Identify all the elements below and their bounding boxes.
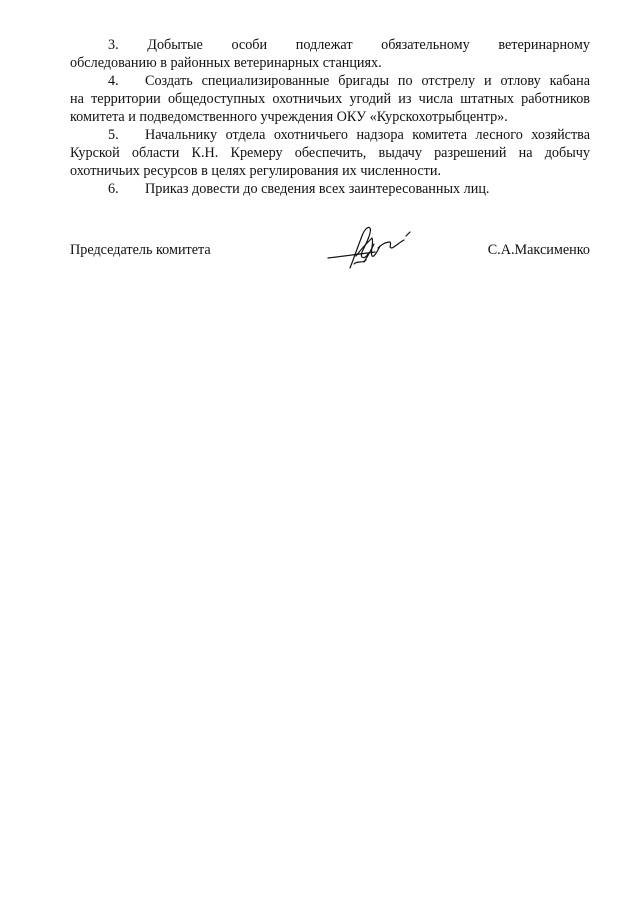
signatory-position: Председатель комитета — [70, 242, 211, 258]
order-item-word: обязательному — [381, 37, 470, 53]
signatory-name: С.А.Максименко — [487, 242, 590, 258]
handwritten-signature — [320, 218, 420, 274]
order-item-5-line-3: охотничьих ресурсов в целях регулирования их численности. — [70, 163, 441, 179]
order-item-word: Добытые — [147, 37, 203, 53]
order-item-5-line-1 — [70, 126, 590, 144]
order-item-4-line-2: на территории общедоступных охотничьих угодий из числа штатных работников — [70, 91, 590, 107]
order-text — [70, 36, 590, 198]
order-item-number: 4. — [108, 73, 119, 89]
order-item-text: Приказ довести до сведения всех заинтересованных лиц. — [145, 181, 490, 197]
order-item-6 — [70, 180, 590, 198]
order-item-4-line-3: комитета и подведомственного учреждения ОКУ «Курскохотрыбцентр». — [70, 109, 508, 125]
order-item-number: 3. — [108, 37, 119, 53]
order-item-text: Создать специализированные бригады по отстрелу и отлову кабана — [145, 73, 590, 89]
order-item-word: подлежат — [295, 37, 353, 53]
order-item-6-line-1 — [70, 180, 590, 198]
order-item-number: 6. — [108, 181, 119, 197]
order-item-word: особи — [231, 37, 268, 53]
order-item-3-line-2: обследованию в районных ветеринарных станциях. — [70, 55, 382, 71]
order-item-5-line-2: Курской области К.Н. Кремеру обеспечить, выдачу разрешений на добычу — [70, 145, 590, 161]
order-item-text: Начальнику отдела охотничьего надзора комитета лесного хозяйства — [145, 127, 590, 143]
order-item-3-line-1 — [70, 36, 590, 54]
order-item-5 — [70, 126, 590, 180]
signature-block — [70, 240, 590, 280]
order-item-word: ветеринарному — [498, 37, 590, 53]
order-item-4-line-1 — [70, 72, 590, 90]
order-item-number: 5. — [108, 127, 119, 143]
order-item-3 — [70, 36, 590, 72]
order-item-4 — [70, 72, 590, 126]
